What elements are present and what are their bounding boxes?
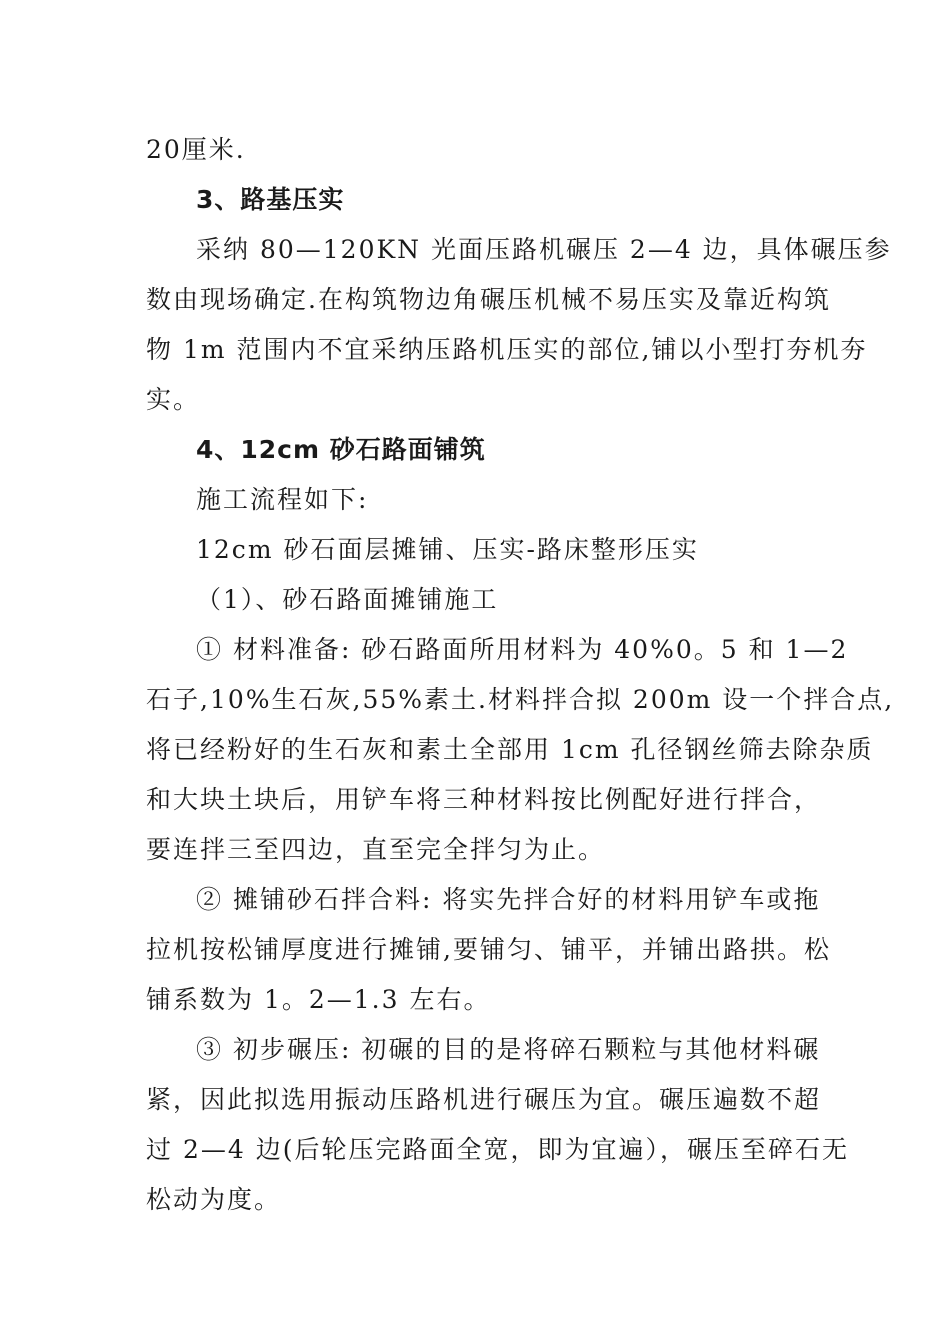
subsection-heading: （1）、砂石路面摊铺施工 [196,585,499,614]
text-line: 20厘米. [146,135,246,164]
paragraph-line: 紧，因此拟选用振动压路机进行碾压为宜。碾压遍数不超 [146,1085,822,1114]
paragraph-line: ② 摊铺砂石拌合料: 将实先拌合好的材料用铲车或拖 [196,885,821,914]
paragraph-line: 实。 [146,385,201,414]
paragraph-line: 石子,10%生石灰,55%素土.材料拌合拟 200m 设一个拌合点, [146,685,895,714]
paragraph-line: 将已经粉好的生石灰和素土全部用 1cm 孔径钢丝筛去除杂质 [146,735,874,764]
paragraph-line: 要连拌三至四边，直至完全拌匀为止。 [146,835,606,864]
paragraph-line: ① 材料准备: 砂石路面所用材料为 40%0。5 和 1—2 [196,635,849,664]
paragraph-line: ③ 初步碾压: 初碾的目的是将碎石颗粒与其他材料碾 [196,1035,821,1064]
paragraph-line: 数由现场确定.在构筑物边角碾压机械不易压实及靠近构筑 [146,285,831,314]
paragraph-line: 松动为度。 [146,1185,282,1214]
paragraph-line: 铺系数为 1。2—1.3 左右。 [146,985,491,1014]
paragraph-line: 物 1m 范围内不宜采纳压路机压实的部位,铺以小型打夯机夯 [146,335,868,364]
section-heading: 3、路基压实 [196,185,345,214]
paragraph-line: 12cm 砂石面层摊铺、压实-路床整形压实 [196,535,699,564]
section-heading: 4、12cm 砂石路面铺筑 [196,435,486,464]
paragraph-line: 采纳 80—120KN 光面压路机碾压 2—4 边，具体碾压参 [196,235,892,264]
paragraph-line: 和大块土块后，用铲车将三种材料按比例配好进行拌合， [146,785,822,814]
paragraph-line: 施工流程如下: [196,485,369,514]
paragraph-line: 过 2—4 边(后轮压完路面全宽，即为宜遍），碾压至碎石无 [146,1135,849,1164]
paragraph-line: 拉机按松铺厚度进行摊铺,要铺匀、铺平，并铺出路拱。松 [146,935,831,964]
